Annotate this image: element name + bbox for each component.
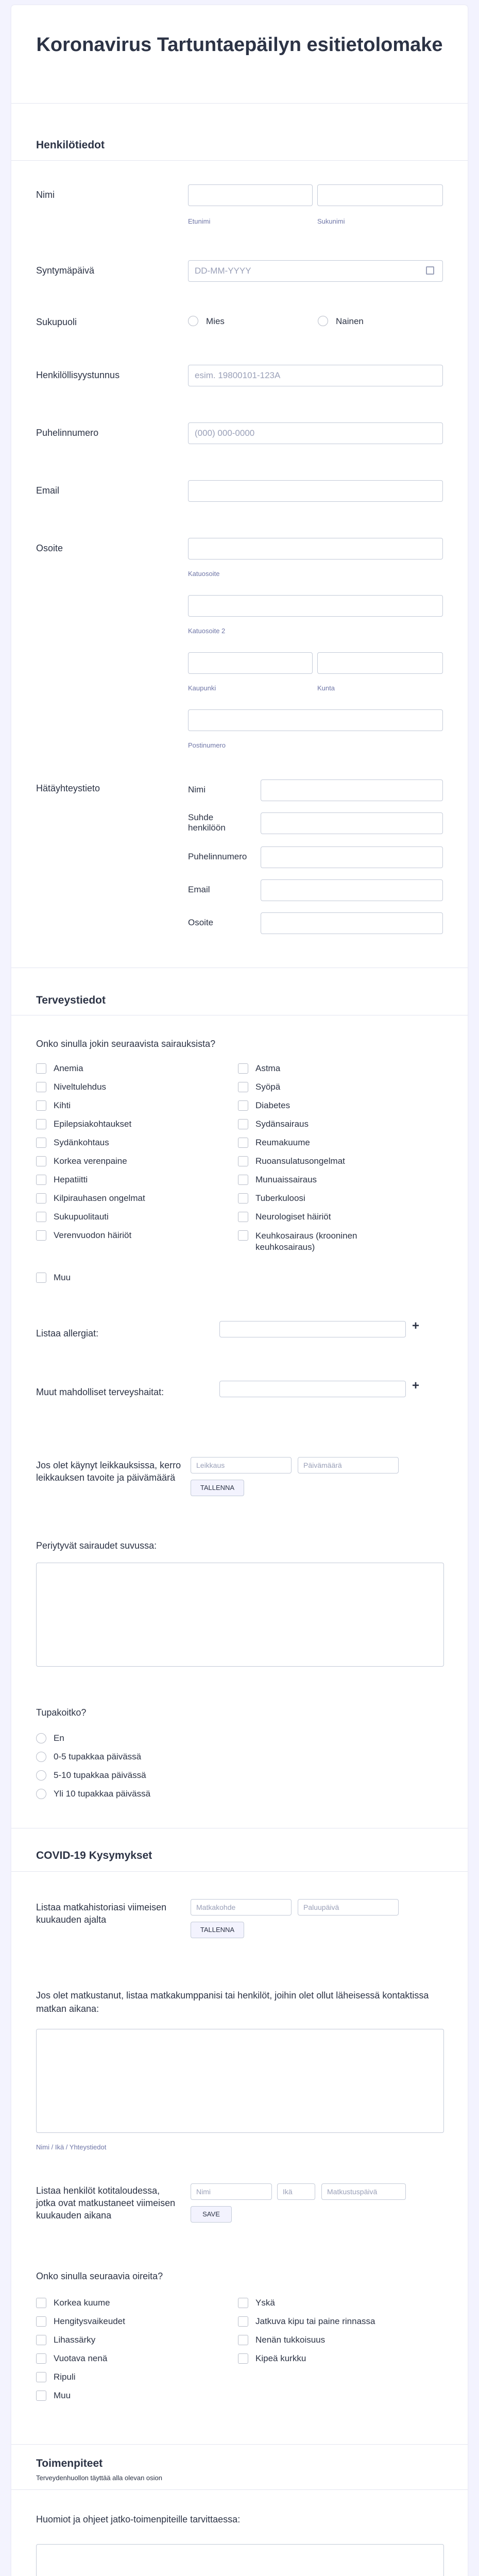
divider: [11, 2444, 468, 2445]
gender-radio-male[interactable]: [188, 316, 198, 326]
gender-label: Sukupuoli: [36, 317, 77, 327]
name-label: Nimi: [36, 190, 55, 200]
symptom-option-other: Muu: [54, 2391, 71, 2400]
first-name-input[interactable]: [188, 184, 313, 206]
condition-checkbox[interactable]: [36, 1175, 46, 1185]
symptom-option: Yskä: [255, 2298, 275, 2308]
condition-option: Niveltulehdus: [54, 1082, 107, 1092]
household-save-button[interactable]: SAVE: [191, 2206, 232, 2223]
condition-option: Kilpirauhasen ongelmat: [54, 1193, 145, 1203]
symptom-option: Jatkuva kipu tai paine rinnassa: [255, 2316, 375, 2326]
dob-input[interactable]: DD-MM-YYYY: [188, 260, 443, 282]
smoking-option: 0-5 tupakkaa päivässä: [54, 1752, 142, 1761]
symptom-checkbox[interactable]: [36, 2316, 46, 2327]
condition-option: Anemia: [54, 1063, 83, 1073]
postal-code-sublabel: Postinumero: [188, 741, 226, 749]
travel-contacts-textarea[interactable]: [36, 2029, 444, 2133]
divider: [11, 160, 468, 161]
emergency-email-input[interactable]: [261, 879, 443, 901]
hereditary-textarea[interactable]: [36, 1563, 444, 1667]
smoking-option: 5-10 tupakkaa päivässä: [54, 1770, 146, 1780]
condition-option: Sydänkohtaus: [54, 1138, 109, 1147]
notes-textarea[interactable]: [36, 2544, 444, 2576]
travel-save-button[interactable]: TALLENNA: [191, 1922, 244, 1938]
municipality-sublabel: Kunta: [317, 684, 335, 692]
smoking-radio[interactable]: [36, 1789, 46, 1799]
section-personal-heading: Henkilötiedot: [36, 139, 105, 151]
condition-checkbox[interactable]: [238, 1230, 248, 1241]
condition-option: Kihti: [54, 1100, 71, 1110]
emergency-address-label: Osoite: [188, 918, 214, 927]
symptom-option: Korkea kuume: [54, 2298, 110, 2308]
medications-input[interactable]: [219, 1381, 406, 1397]
emergency-address-input[interactable]: [261, 912, 443, 934]
smoking-option: Yli 10 tupakkaa päivässä: [54, 1789, 151, 1799]
condition-checkbox[interactable]: [238, 1212, 248, 1222]
symptom-option: Hengitysvaikeudet: [54, 2316, 125, 2326]
symptom-checkbox[interactable]: [36, 2335, 46, 2345]
emergency-relation-label: Suhde henkilöön: [188, 812, 226, 833]
conditions-question: Onko sinulla jokin seuraavista sairauksista?: [36, 1039, 216, 1049]
condition-option: Neurologiset häiriöt: [255, 1212, 331, 1222]
email-input[interactable]: [188, 480, 443, 502]
emergency-email-label: Email: [188, 885, 210, 894]
medications-label: Muut mahdolliset terveyshaitat:: [36, 1387, 164, 1397]
surgery-label: Jos olet käynyt leikkauksissa, kerro leikkauksen tavoite ja päivämäärä: [36, 1460, 181, 1483]
section-actions-subheading: Terveydenhuollon täyttää alla olevan osion: [36, 2474, 163, 2482]
surgery-date-input[interactable]: Päivämäärä: [298, 1457, 399, 1473]
smoking-radio[interactable]: [36, 1752, 46, 1762]
symptoms-question: Onko sinulla seuraavia oireita?: [36, 2271, 163, 2281]
gender-option-male: Mies: [206, 316, 225, 326]
condition-checkbox[interactable]: [36, 1063, 46, 1074]
condition-checkbox[interactable]: [36, 1100, 46, 1111]
street-input[interactable]: [188, 538, 443, 560]
symptom-option: Lihassärky: [54, 2335, 96, 2345]
condition-option: Munuaissairaus: [255, 1175, 317, 1184]
household-name-input[interactable]: Nimi: [191, 2183, 272, 2200]
travel-contacts-sublabel: Nimi / Ikä / Yhteystiedot: [36, 2143, 107, 2151]
household-travel-date-input[interactable]: Matkustuspäivä: [321, 2183, 406, 2200]
condition-option: Korkea verenpaine: [54, 1156, 127, 1166]
ssn-label: Henkilöllisyystunnus: [36, 370, 120, 380]
allergies-label: Listaa allergiat:: [36, 1328, 99, 1338]
condition-checkbox[interactable]: [36, 1156, 46, 1166]
condition-checkbox[interactable]: [238, 1082, 248, 1092]
symptom-checkbox[interactable]: [238, 2298, 248, 2308]
phone-label: Puhelinnumero: [36, 428, 99, 438]
symptom-option: Ripuli: [54, 2372, 76, 2382]
condition-option: Verenvuodon häiriöt: [54, 1230, 132, 1240]
section-health-heading: Terveystiedot: [36, 994, 106, 1006]
add-allergy-icon[interactable]: +: [412, 1319, 420, 1333]
divider: [11, 2489, 468, 2490]
email-label: Email: [36, 485, 60, 496]
condition-option: Sydänsairaus: [255, 1119, 309, 1129]
condition-checkbox[interactable]: [238, 1119, 248, 1129]
condition-checkbox[interactable]: [36, 1138, 46, 1148]
smoking-radio[interactable]: [36, 1733, 46, 1743]
condition-checkbox[interactable]: [238, 1156, 248, 1166]
symptom-checkbox[interactable]: [238, 2335, 248, 2345]
condition-checkbox[interactable]: [238, 1138, 248, 1148]
condition-checkbox[interactable]: [36, 1230, 46, 1241]
symptom-checkbox[interactable]: [36, 2353, 46, 2364]
condition-option: Epilepsiakohtaukset: [54, 1119, 132, 1129]
condition-option: Syöpä: [255, 1082, 281, 1092]
emergency-phone-input[interactable]: [261, 846, 443, 868]
allergies-input[interactable]: [219, 1321, 406, 1337]
condition-option-other: Muu: [54, 1273, 71, 1282]
last-name-input[interactable]: [317, 184, 443, 206]
emergency-relation-input[interactable]: [261, 812, 443, 834]
condition-option: Hepatiitti: [54, 1175, 88, 1184]
section-actions-heading: Toimenpiteet: [36, 2458, 103, 2469]
street2-sublabel: Katuosoite 2: [188, 627, 226, 635]
condition-option: Diabetes: [255, 1100, 290, 1110]
last-name-sublabel: Sukunimi: [317, 217, 345, 225]
emergency-name-input[interactable]: [261, 779, 443, 801]
gender-option-female: Nainen: [336, 316, 364, 326]
smoking-option: En: [54, 1733, 64, 1743]
emergency-contact-label: Hätäyhteystieto: [36, 783, 100, 793]
condition-checkbox[interactable]: [36, 1119, 46, 1129]
symptom-option: Kipeä kurkku: [255, 2353, 306, 2363]
symptom-option: Vuotava nenä: [54, 2353, 108, 2363]
surgery-save-button[interactable]: TALLENNA: [191, 1480, 244, 1496]
condition-option: Reumakuume: [255, 1138, 310, 1147]
smoking-label: Tupakoitko?: [36, 1707, 87, 1718]
dob-label: Syntymäpäivä: [36, 265, 95, 276]
condition-checkbox[interactable]: [238, 1063, 248, 1074]
travel-destination-input[interactable]: Matkakohde: [191, 1899, 292, 1916]
condition-option: Tuberkuloosi: [255, 1193, 305, 1203]
street2-input[interactable]: [188, 595, 443, 617]
condition-option: Ruoansulatusongelmat: [255, 1156, 345, 1166]
symptom-option: Nenän tukkoisuus: [255, 2335, 326, 2345]
condition-option: Astma: [255, 1063, 281, 1073]
address-label: Osoite: [36, 543, 63, 553]
form-title: Koronavirus Tartuntaepäilyn esitietolomake: [36, 34, 443, 56]
condition-checkbox[interactable]: [238, 1175, 248, 1185]
condition-checkbox[interactable]: [238, 1193, 248, 1204]
emergency-phone-label: Puhelinnumero: [188, 852, 247, 861]
divider: [11, 1871, 468, 1872]
travel-history-label: Listaa matkahistoriasi viimeisen kuukauden ajalta: [36, 1902, 167, 1925]
household-travel-label: Listaa henkilöt kotitaloudessa, jotka ovat matkustaneet viimeisen kuukauden aikana: [36, 2185, 176, 2221]
symptom-checkbox[interactable]: [36, 2298, 46, 2308]
symptom-checkbox[interactable]: [238, 2316, 248, 2327]
postal-code-input[interactable]: [188, 709, 443, 731]
condition-checkbox[interactable]: [36, 1212, 46, 1222]
condition-option: Keuhkosairaus (krooninen keuhkosairaus): [255, 1231, 357, 1252]
city-input[interactable]: [188, 652, 313, 674]
section-covid-heading: COVID-19 Kysymykset: [36, 1850, 152, 1861]
city-sublabel: Kaupunki: [188, 684, 216, 692]
condition-checkbox[interactable]: [36, 1082, 46, 1092]
smoking-radio[interactable]: [36, 1770, 46, 1781]
gender-radio-female[interactable]: [318, 316, 328, 326]
hereditary-label: Periytyvät sairaudet suvussa:: [36, 1540, 157, 1551]
divider: [11, 103, 468, 104]
add-medication-icon[interactable]: +: [412, 1379, 420, 1393]
street-sublabel: Katuosoite: [188, 570, 220, 578]
travel-contacts-label: Jos olet matkustanut, listaa matkakumppanisi tai henkilöt, joihin olet ollut läheisessä kontaktissa matkan aikana:: [36, 1990, 429, 2014]
symptom-checkbox[interactable]: [36, 2372, 46, 2382]
ssn-input[interactable]: esim. 19800101-123A: [188, 365, 443, 386]
condition-checkbox[interactable]: [238, 1100, 248, 1111]
symptom-checkbox[interactable]: [238, 2353, 248, 2364]
form-card: [11, 5, 468, 2576]
notes-label: Huomiot ja ohjeet jatko-toimenpiteille tarvittaessa:: [36, 2514, 241, 2524]
travel-return-date-input[interactable]: Paluupäivä: [298, 1899, 399, 1916]
surgery-input[interactable]: Leikkaus: [191, 1457, 292, 1473]
calendar-icon[interactable]: [426, 266, 434, 275]
emergency-name-label: Nimi: [188, 785, 206, 794]
symptom-checkbox[interactable]: [36, 2391, 46, 2401]
municipality-input[interactable]: [317, 652, 443, 674]
condition-option: Sukupuolitauti: [54, 1212, 109, 1222]
condition-checkbox[interactable]: [36, 1193, 46, 1204]
first-name-sublabel: Etunimi: [188, 217, 211, 225]
condition-checkbox[interactable]: [36, 1273, 46, 1283]
phone-input[interactable]: (000) 000-0000: [188, 422, 443, 444]
household-age-input[interactable]: Ikä: [277, 2183, 315, 2200]
